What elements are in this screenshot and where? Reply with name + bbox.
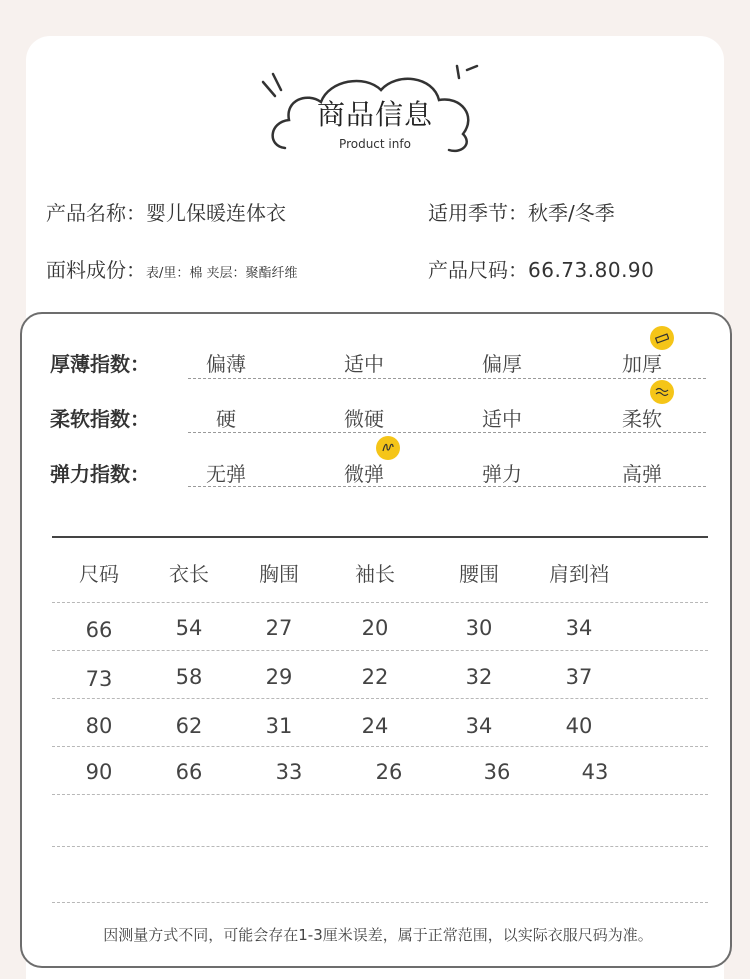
- cell-chest: 29: [265, 665, 293, 689]
- cell-length: 54: [175, 616, 203, 640]
- table-divider: [52, 794, 708, 795]
- size-value: 66.73.80.90: [528, 258, 655, 282]
- cell-shoulder-crotch: 40: [565, 714, 593, 738]
- ruler-icon: [650, 326, 674, 350]
- cell-size: 73: [85, 667, 113, 691]
- page-title: 商品信息: [316, 98, 433, 131]
- cell-chest: 31: [265, 714, 293, 738]
- cell-shoulder-crotch: 43: [581, 760, 609, 784]
- col-header-shoulder-crotch: 肩到裆: [549, 562, 609, 586]
- softness-option-selected: 柔软: [622, 407, 662, 431]
- cell-size: 90: [85, 760, 113, 784]
- page-subtitle: Product info: [339, 137, 411, 151]
- detail-panel: [20, 312, 732, 968]
- cloud-title-badge: [255, 60, 495, 160]
- size-label: 产品尺码：: [428, 258, 528, 282]
- cell-shoulder-crotch: 34: [565, 616, 593, 640]
- col-header-sleeve: 袖长: [355, 562, 395, 586]
- table-divider: [52, 698, 708, 699]
- col-header-chest: 胸围: [259, 562, 299, 586]
- softness-divider: [188, 432, 706, 433]
- cell-waist: 32: [465, 665, 493, 689]
- cell-sleeve: 26: [375, 760, 403, 784]
- softness-option: 适中: [482, 407, 522, 431]
- table-top-rule: [52, 536, 708, 538]
- fabric-row: [46, 254, 298, 283]
- elasticity-divider: [188, 486, 706, 487]
- softness-option: 微硬: [344, 407, 384, 431]
- season-row: [428, 197, 615, 226]
- cell-waist: 30: [465, 616, 493, 640]
- season-value: 秋季/冬季: [528, 201, 615, 225]
- thickness-option: 偏薄: [206, 352, 246, 376]
- product-name-value: 婴儿保暖连体衣: [146, 201, 286, 225]
- cell-sleeve: 20: [361, 616, 389, 640]
- cell-chest: 27: [265, 616, 293, 640]
- product-name-row: [46, 197, 286, 226]
- spring-icon: [376, 436, 400, 460]
- elasticity-option: 无弹: [206, 462, 246, 486]
- col-header-length: 衣长: [169, 562, 209, 586]
- cell-size: 66: [85, 618, 113, 642]
- thickness-divider: [188, 378, 706, 379]
- season-label: 适用季节：: [428, 201, 528, 225]
- thickness-option-selected: 加厚: [622, 352, 662, 376]
- table-divider: [52, 650, 708, 651]
- cell-waist: 34: [465, 714, 493, 738]
- table-divider: [52, 746, 708, 747]
- thickness-option: 适中: [344, 352, 384, 376]
- fabric-label: 面料成份：: [46, 258, 146, 282]
- elasticity-option: 高弹: [622, 462, 662, 486]
- cell-size: 80: [85, 714, 113, 738]
- fabric-value: 表/里：棉 夹层：聚酯纤维: [146, 266, 298, 281]
- elasticity-option: 弹力: [482, 462, 522, 486]
- cell-shoulder-crotch: 37: [565, 665, 593, 689]
- elasticity-option-selected: 微弹: [344, 462, 384, 486]
- wave-icon: [650, 380, 674, 404]
- product-name-label: 产品名称：: [46, 201, 146, 225]
- cell-length: 58: [175, 665, 203, 689]
- table-divider: [52, 846, 708, 847]
- cell-chest: 33: [275, 760, 303, 784]
- thickness-index-label: 厚薄指数：: [50, 352, 150, 376]
- cell-sleeve: 24: [361, 714, 389, 738]
- cell-waist: 36: [483, 760, 511, 784]
- size-row: [428, 254, 654, 283]
- thickness-option: 偏厚: [482, 352, 522, 376]
- softness-index-label: 柔软指数：: [50, 407, 150, 431]
- elasticity-index-label: 弹力指数：: [50, 462, 150, 486]
- cell-sleeve: 22: [361, 665, 389, 689]
- table-divider: [52, 602, 708, 603]
- measurement-note: 因测量方式不同，可能会存在1-3厘米误差，属于正常范围，以实际衣服尺码为准。: [103, 926, 653, 944]
- cell-length: 62: [175, 714, 203, 738]
- cell-length: 66: [175, 760, 203, 784]
- col-header-waist: 腰围: [459, 562, 499, 586]
- table-divider: [52, 902, 708, 903]
- col-header-size: 尺码: [79, 562, 119, 586]
- softness-option: 硬: [216, 407, 236, 431]
